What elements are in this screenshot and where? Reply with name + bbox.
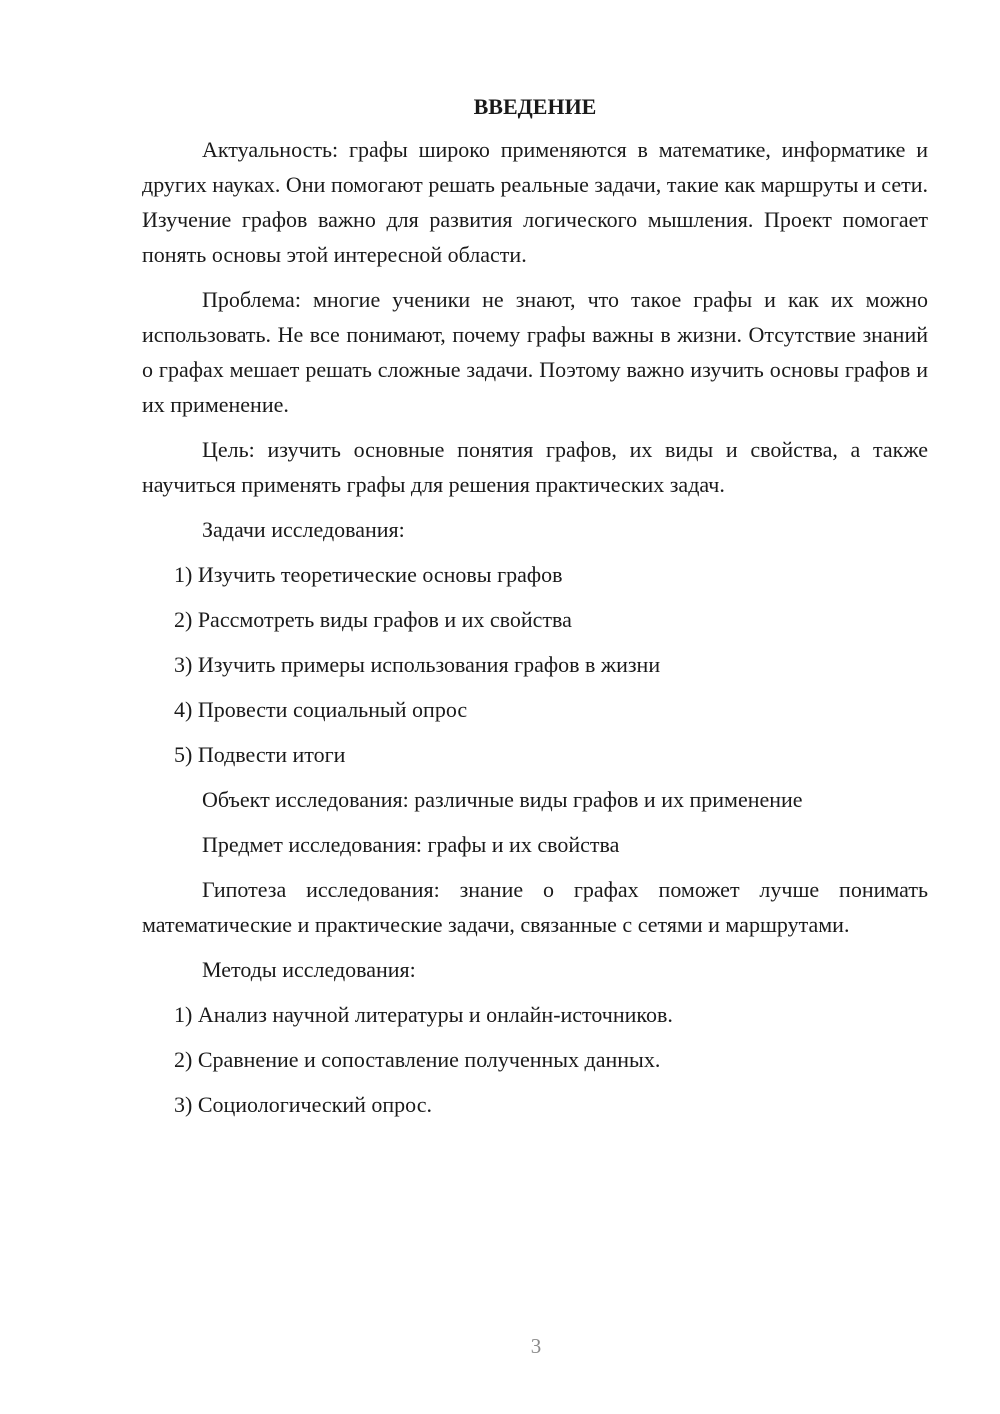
problem-paragraph: Проблема: многие ученики не знают, что такое графы и как их можно использовать. Не все понимают, почему графы важны в жизни. Отсутствие знаний о графах мешает решать сложные задачи. Поэтому важно изучить основы графов и их применение. — [142, 287, 928, 417]
list-item: 1) Анализ научной литературы и онлайн-источников. — [174, 1002, 673, 1027]
research-object: Объект исследования: различные виды графов и их применение — [202, 787, 803, 812]
list-item: 5) Подвести итоги — [174, 742, 346, 767]
research-subject: Предмет исследования: графы и их свойства — [202, 832, 620, 857]
section-title: ВВЕДЕНИЕ — [473, 94, 597, 119]
list-item: 3) Изучить примеры использования графов в жизни — [174, 652, 661, 677]
methods-heading: Методы исследования: — [202, 957, 416, 982]
list-item: 2) Сравнение и сопоставление полученных данных. — [174, 1047, 661, 1072]
relevance-paragraph: Актуальность: графы широко применяются в математике, информатике и других науках. Они помогают решать реальные задачи, такие как маршруты и сети. Изучение графов важно для развития логического мышления. Проект помогает понять основы этой интересной области. — [142, 137, 928, 267]
tasks-list — [142, 557, 928, 772]
list-item: 3) Социологический опрос. — [174, 1092, 432, 1117]
methods-list — [142, 997, 928, 1122]
document-page — [142, 92, 928, 1132]
page-number: 3 — [530, 1334, 542, 1358]
list-item: 1) Изучить теоретические основы графов — [174, 562, 563, 587]
hypothesis-paragraph: Гипотеза исследования: знание о графах поможет лучше понимать математические и практические задачи, связанные с сетями и маршрутами. — [142, 877, 928, 937]
goal-paragraph: Цель: изучить основные понятия графов, их виды и свойства, а также научиться применять графы для решения практических задач. — [142, 437, 928, 497]
list-item: 4) Провести социальный опрос — [174, 697, 468, 722]
list-item: 2) Рассмотреть виды графов и их свойства — [174, 607, 572, 632]
tasks-heading: Задачи исследования: — [202, 517, 405, 542]
